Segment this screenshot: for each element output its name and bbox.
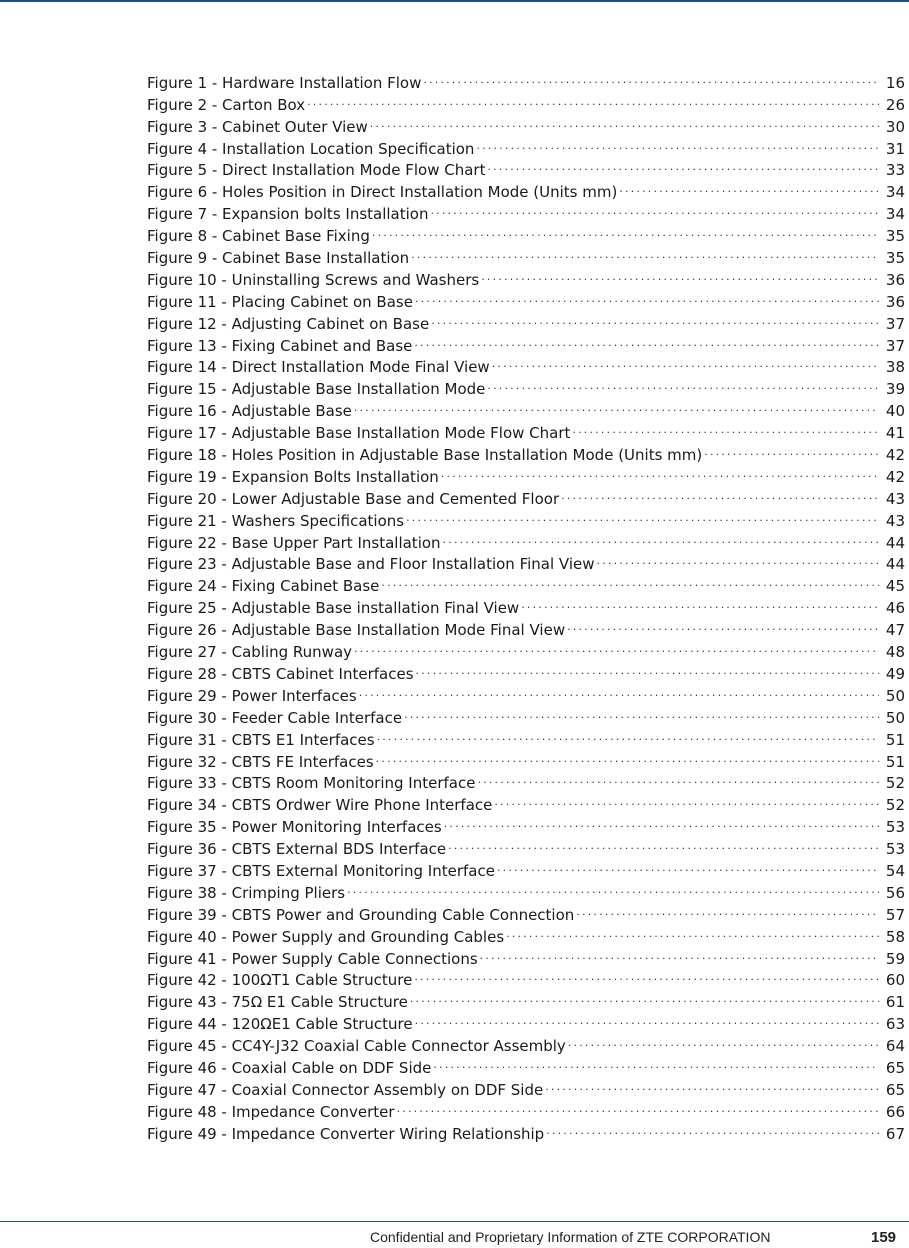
toc-entry-title[interactable]: Figure 6 - Holes Position in Direct Installation Mode (Units mm) <box>147 183 618 202</box>
toc-entry-title[interactable]: Figure 17 - Adjustable Base Installation Mode Flow Chart <box>147 424 571 443</box>
toc-dot-leader <box>414 329 879 351</box>
toc-entry-title[interactable]: Figure 49 - Impedance Converter Wiring Relationship <box>147 1124 545 1143</box>
toc-entry-title[interactable]: Figure 43 - 75Ω E1 Cable Structure <box>147 993 408 1012</box>
toc-dot-leader <box>443 526 879 548</box>
toc-dot-leader <box>431 307 879 329</box>
toc-dot-leader <box>546 1117 879 1139</box>
toc-entry-title[interactable]: Figure 19 - Expansion Bolts Installation <box>147 467 439 486</box>
toc-entry-title[interactable]: Figure 27 - Cabling Runway <box>147 643 353 662</box>
toc-dot-leader <box>568 1029 879 1051</box>
toc-dot-leader <box>448 832 879 854</box>
toc-entry-title[interactable]: Figure 46 - Coaxial Cable on DDF Side <box>147 1058 432 1077</box>
toc-entry-page[interactable]: 65 <box>885 1080 905 1099</box>
toc-entry-page[interactable]: 60 <box>885 971 905 990</box>
toc-entry-page[interactable]: 34 <box>885 205 905 224</box>
toc-dot-leader <box>444 810 879 832</box>
toc-entry-page[interactable]: 44 <box>885 555 905 574</box>
toc-entry-page[interactable]: 30 <box>885 117 905 136</box>
toc-entry-title[interactable]: Figure 18 - Holes Position in Adjustable Base Installation Mode (Units mm) <box>147 446 703 465</box>
toc-entry-title[interactable]: Figure 11 - Placing Cabinet on Base <box>147 292 413 311</box>
toc-entry-title[interactable]: Figure 45 - CC4Y-J32 Coaxial Cable Connector Assembly <box>147 1037 566 1056</box>
toc-entry-title[interactable]: Figure 28 - CBTS Cabinet Interfaces <box>147 664 414 683</box>
toc-entry-page[interactable]: 59 <box>885 949 905 968</box>
toc-entry-page[interactable]: 66 <box>885 1102 905 1121</box>
toc-entry-page[interactable]: 40 <box>885 402 905 421</box>
toc-entry-page[interactable]: 61 <box>885 993 905 1012</box>
toc-entry-page[interactable]: 36 <box>885 292 905 311</box>
toc-entry-page[interactable]: 16 <box>885 73 905 92</box>
toc-entry-title[interactable]: Figure 39 - CBTS Power and Grounding Cable Connection <box>147 905 575 924</box>
toc-dot-leader <box>370 110 879 132</box>
toc-dot-leader <box>354 635 879 657</box>
toc-entry-page[interactable]: 50 <box>885 708 905 727</box>
toc-dot-leader <box>397 1095 879 1117</box>
toc-entry-title[interactable]: Figure 8 - Cabinet Base Fixing <box>147 227 370 246</box>
toc-entry-title[interactable]: Figure 30 - Feeder Cable Interface <box>147 708 403 727</box>
toc-dot-leader <box>359 679 879 701</box>
toc-dot-leader <box>414 964 879 986</box>
toc-entry-page[interactable]: 53 <box>885 840 905 859</box>
toc-dot-leader <box>347 876 879 898</box>
page-footer <box>0 1229 909 1247</box>
toc-entry-title[interactable]: Figure 24 - Fixing Cabinet Base <box>147 577 380 596</box>
toc-dot-leader <box>406 504 879 526</box>
toc-entry-title[interactable]: Figure 42 - 100ΩT1 Cable Structure <box>147 971 413 990</box>
toc-entry-title[interactable]: Figure 37 - CBTS External Monitoring Interface <box>147 861 495 880</box>
toc-entry-page[interactable]: 48 <box>885 643 905 662</box>
toc-entry-title[interactable]: Figure 20 - Lower Adjustable Base and Cemented Floor <box>147 489 560 508</box>
toc-dot-leader <box>411 241 879 263</box>
toc-entry-page[interactable]: 33 <box>885 161 905 180</box>
toc-entry-page[interactable]: 37 <box>885 314 905 333</box>
toc-entry-page[interactable]: 42 <box>885 467 905 486</box>
toc-entry-title[interactable]: Figure 1 - Hardware Installation Flow <box>147 73 422 92</box>
toc-entry-title[interactable]: Figure 29 - Power Interfaces <box>147 686 357 705</box>
footer-rule <box>0 1221 909 1222</box>
toc-dot-leader <box>410 985 879 1007</box>
toc-dot-leader <box>415 285 879 307</box>
toc-dot-leader <box>476 132 879 154</box>
toc-entry-page[interactable]: 51 <box>885 752 905 771</box>
toc-dot-leader <box>521 591 879 613</box>
toc-dot-leader <box>423 66 879 88</box>
toc-entry-title[interactable]: Figure 23 - Adjustable Base and Floor Installation Final View <box>147 555 595 574</box>
toc-entry-title[interactable]: Figure 3 - Cabinet Outer View <box>147 117 368 136</box>
toc-entry-page[interactable]: 26 <box>885 95 905 114</box>
toc-dot-leader <box>497 854 879 876</box>
toc-entry-title[interactable]: Figure 33 - CBTS Room Monitoring Interface <box>147 774 476 793</box>
toc-entry-title[interactable]: Figure 36 - CBTS External BDS Interface <box>147 840 447 859</box>
toc-entry-page[interactable]: 45 <box>885 577 905 596</box>
toc-entry-title[interactable]: Figure 22 - Base Upper Part Installation <box>147 533 441 552</box>
toc-entry-title[interactable]: Figure 25 - Adjustable Base installation Final View <box>147 599 520 618</box>
toc-entry-page[interactable]: 56 <box>885 883 905 902</box>
toc-dot-leader <box>492 351 879 373</box>
toc-dot-leader <box>567 613 879 635</box>
toc-entry-page[interactable]: 31 <box>885 139 905 158</box>
toc-entry[interactable] <box>147 66 905 92</box>
toc-entry-page[interactable]: 41 <box>885 424 905 443</box>
toc-entry-page[interactable]: 42 <box>885 446 905 465</box>
toc-dot-leader <box>506 920 879 942</box>
toc-dot-leader <box>480 942 879 964</box>
toc-entry-page[interactable]: 53 <box>885 818 905 837</box>
toc-entry-title[interactable]: Figure 9 - Cabinet Base Installation <box>147 249 410 268</box>
footer-confidentiality-notice: Confidential and Proprietary Information of ZTE CORPORATION <box>370 1229 771 1245</box>
page-number: 159 <box>871 1229 897 1246</box>
toc-entry-page[interactable]: 57 <box>885 905 905 924</box>
toc-entry-title[interactable]: Figure 47 - Coaxial Connector Assembly on DDF Side <box>147 1080 544 1099</box>
toc-entry-title[interactable]: Figure 40 - Power Supply and Grounding Cables <box>147 927 505 946</box>
toc-entry-title[interactable]: Figure 13 - Fixing Cabinet and Base <box>147 336 413 355</box>
toc-dot-leader <box>377 723 879 745</box>
toc-dot-leader <box>404 701 879 723</box>
toc-entry-page[interactable]: 51 <box>885 730 905 749</box>
toc-dot-leader <box>415 1007 879 1029</box>
toc-entry-page[interactable]: 37 <box>885 336 905 355</box>
toc-entry-title[interactable]: Figure 14 - Direct Installation Mode Final View <box>147 358 490 377</box>
toc-entry-page[interactable]: 38 <box>885 358 905 377</box>
toc-dot-leader <box>381 569 879 591</box>
toc-entry-page[interactable]: 47 <box>885 621 905 640</box>
toc-entry-title[interactable]: Figure 38 - Crimping Pliers <box>147 883 346 902</box>
header-rule <box>0 0 909 2</box>
toc-entry-title[interactable]: Figure 21 - Washers Specifications <box>147 511 405 530</box>
toc-entry-page[interactable]: 58 <box>885 927 905 946</box>
toc-dot-leader <box>487 372 879 394</box>
toc-entry-title[interactable]: Figure 31 - CBTS E1 Interfaces <box>147 730 375 749</box>
toc-entry-title[interactable]: Figure 7 - Expansion bolts Installation <box>147 205 429 224</box>
toc-entry-page[interactable]: 64 <box>885 1037 905 1056</box>
toc-entry-title[interactable]: Figure 41 - Power Supply Cable Connections <box>147 949 478 968</box>
toc-entry-page[interactable]: 49 <box>885 664 905 683</box>
toc-entry-title[interactable]: Figure 4 - Installation Location Specification <box>147 139 475 158</box>
toc-entry-title[interactable]: Figure 26 - Adjustable Base Installation Mode Final View <box>147 621 566 640</box>
toc-dot-leader <box>561 482 879 504</box>
toc-entry-title[interactable]: Figure 48 - Impedance Converter <box>147 1102 395 1121</box>
toc-entry-page[interactable]: 63 <box>885 1015 905 1034</box>
toc-entry-title[interactable]: Figure 16 - Adjustable Base <box>147 402 352 421</box>
toc-entry-title[interactable]: Figure 44 - 120ΩE1 Cable Structure <box>147 1015 413 1034</box>
toc-dot-leader <box>572 416 879 438</box>
toc-dot-leader <box>487 154 879 176</box>
toc-entry-page[interactable]: 35 <box>885 227 905 246</box>
toc-entry-page[interactable]: 43 <box>885 489 905 508</box>
toc-dot-leader <box>416 657 879 679</box>
toc-dot-leader <box>372 219 879 241</box>
toc-dot-leader <box>430 197 879 219</box>
toc-entry-title[interactable]: Figure 10 - Uninstalling Screws and Washers <box>147 270 480 289</box>
toc-dot-leader <box>433 1051 879 1073</box>
toc-entry-page[interactable]: 35 <box>885 249 905 268</box>
toc-entry-page[interactable]: 65 <box>885 1058 905 1077</box>
toc-dot-leader <box>576 898 879 920</box>
toc-dot-leader <box>545 1073 879 1095</box>
toc-entry-page[interactable]: 34 <box>885 183 905 202</box>
toc-dot-leader <box>376 745 879 767</box>
toc-entry-title[interactable]: Figure 34 - CBTS Ordwer Wire Phone Interface <box>147 796 493 815</box>
toc-entry-page[interactable]: 36 <box>885 270 905 289</box>
toc-entry-page[interactable]: 67 <box>885 1124 905 1143</box>
toc-dot-leader <box>307 88 879 110</box>
toc-dot-leader <box>619 175 879 197</box>
toc-entry-page[interactable]: 44 <box>885 533 905 552</box>
toc-entry-title[interactable]: Figure 5 - Direct Installation Mode Flow Chart <box>147 161 486 180</box>
toc-entry-title[interactable]: Figure 32 - CBTS FE Interfaces <box>147 752 374 771</box>
toc-dot-leader <box>354 394 879 416</box>
toc-dot-leader <box>477 767 879 789</box>
toc-entry-title[interactable]: Figure 12 - Adjusting Cabinet on Base <box>147 314 430 333</box>
toc-entry-page[interactable]: 50 <box>885 686 905 705</box>
toc-entry-page[interactable]: 39 <box>885 380 905 399</box>
toc-entry-page[interactable]: 43 <box>885 511 905 530</box>
list-of-figures <box>147 66 905 1143</box>
toc-entry-page[interactable]: 46 <box>885 599 905 618</box>
toc-dot-leader <box>704 438 879 460</box>
toc-entry-title[interactable]: Figure 15 - Adjustable Base Installation Mode <box>147 380 486 399</box>
toc-dot-leader <box>441 460 879 482</box>
toc-entry-title[interactable]: Figure 2 - Carton Box <box>147 95 306 114</box>
toc-entry-page[interactable]: 52 <box>885 774 905 793</box>
toc-entry-title[interactable]: Figure 35 - Power Monitoring Interfaces <box>147 818 442 837</box>
toc-dot-leader <box>481 263 879 285</box>
toc-entry-page[interactable]: 52 <box>885 796 905 815</box>
toc-dot-leader <box>494 788 879 810</box>
toc-dot-leader <box>597 548 879 570</box>
toc-entry-page[interactable]: 54 <box>885 861 905 880</box>
